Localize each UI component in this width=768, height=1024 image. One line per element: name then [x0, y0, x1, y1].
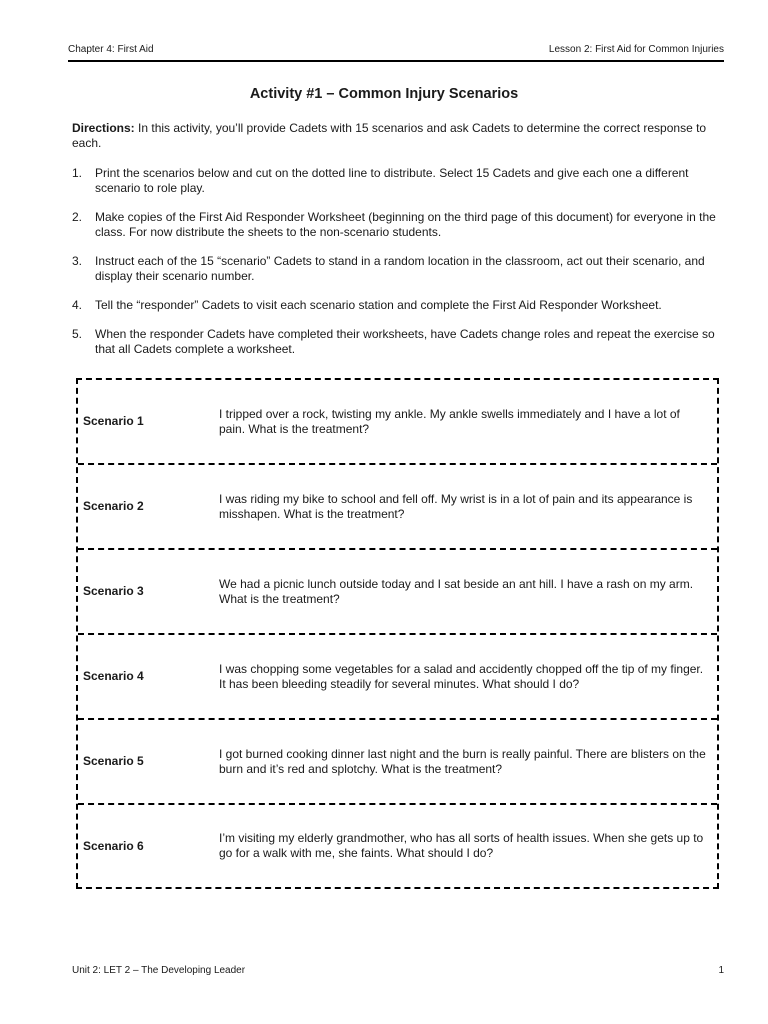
list-item [72, 327, 724, 357]
scenario-label: Scenario 4 [83, 669, 144, 683]
scenario-label: Scenario 2 [83, 499, 144, 513]
list-item [72, 166, 724, 196]
scenario-label: Scenario 3 [83, 584, 144, 598]
table-row [78, 635, 717, 720]
scenario-label: Scenario 5 [83, 754, 144, 768]
steps-list [72, 166, 724, 371]
step-text: Make copies of the First Aid Responder Worksheet (beginning on the third page of this document) for everyone in the class. For now distribute the sheets to the non-scenario students. [95, 210, 716, 239]
step-number: 5. [72, 327, 83, 341]
scenario-text: I was riding my bike to school and fell off. My wrist is in a lot of pain and its appearance is misshapen. What is the treatment? [219, 491, 693, 521]
table-row [78, 805, 717, 887]
activity-title: Activity #1 – Common Injury Scenarios [249, 86, 519, 102]
page-header [68, 44, 724, 55]
list-item [72, 210, 724, 240]
unit-label: Unit 2: LET 2 – The Developing Leader [72, 965, 246, 976]
table-row [78, 720, 717, 805]
scenario-table [76, 378, 719, 889]
scenario-text: We had a picnic lunch outside today and I sat beside an ant hill. I have a rash on my arm. What is the treatment? [219, 576, 694, 606]
lesson-label: Lesson 2: First Aid for Common Injuries [548, 44, 724, 55]
step-text: Print the scenarios below and cut on the dotted line to distribute. Select 15 Cadets and give each one a different scenario to role play. [95, 166, 689, 195]
scenario-text: I was chopping some vegetables for a salad and accidently chopped off the tip of my finger. It has been bleeding steadily for several minutes. What should I do? [219, 661, 704, 691]
step-number: 4. [72, 298, 83, 312]
directions-label: Directions: [72, 121, 135, 135]
list-item [72, 298, 724, 313]
directions-text: In this activity, you’ll provide Cadets with 15 scenarios and ask Cadets to determine the correct response to each. [72, 121, 707, 150]
table-row [78, 380, 717, 465]
page-number: 1 [718, 965, 724, 976]
step-text: Tell the “responder” Cadets to visit each scenario station and complete the First Aid Responder Worksheet. [95, 298, 662, 312]
header-divider [68, 60, 724, 62]
scenario-text: I tripped over a rock, twisting my ankle. My ankle swells immediately and I have a lot of pain. What is the treatment? [219, 406, 680, 436]
table-row [78, 465, 717, 550]
list-item [72, 254, 724, 284]
step-number: 3. [72, 254, 83, 268]
step-number: 2. [72, 210, 83, 224]
chapter-label: Chapter 4: First Aid [68, 44, 154, 55]
table-row [78, 550, 717, 635]
scenario-text: I’m visiting my elderly grandmother, who has all sorts of health issues. When she gets up to go for a walk with me, she faints. What should I do? [219, 831, 704, 860]
step-text: When the responder Cadets have completed their worksheets, have Cadets change roles and repeat the exercise so that all Cadets complete a worksheet. [95, 327, 715, 356]
scenario-label: Scenario 1 [83, 414, 144, 428]
step-number: 1. [72, 166, 83, 180]
scenario-label: Scenario 6 [83, 838, 144, 853]
directions-paragraph [72, 121, 724, 151]
step-text: Instruct each of the 15 “scenario” Cadets to stand in a random location in the classroom, act out their scenario, and display their scenario number. [95, 254, 705, 283]
page-footer [72, 965, 724, 976]
scenario-text: I got burned cooking dinner last night and the burn is really painful. There are blisters on the burn and it’s red and splotchy. What is the treatment? [219, 746, 706, 776]
